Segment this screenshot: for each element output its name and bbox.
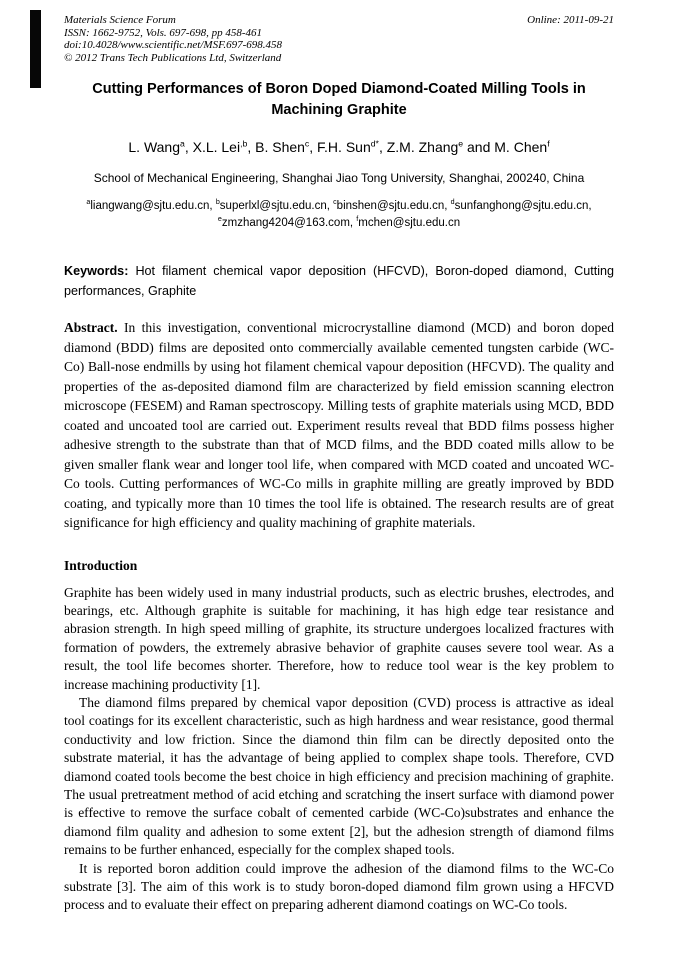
issn-line: ISSN: 1662-9752, Vols. 697-698, pp 458-461 bbox=[64, 26, 262, 39]
keywords-label: Keywords: bbox=[64, 264, 129, 278]
affiliation: School of Mechanical Engineering, Shanghai Jiao Tong University, Shanghai, 200240, China bbox=[93, 171, 585, 185]
abstract-label: Abstract. bbox=[64, 320, 118, 335]
keywords-text: Hot filament chemical vapor deposition (HFCVD), Boron-doped diamond, Cutting performances, Graphite bbox=[64, 264, 614, 298]
doi-line: doi:10.4028/www.scientific.net/MSF.697-698.458 bbox=[64, 39, 283, 51]
introduction-paragraph-3: It is reported boron addition could improve the adhesion of the diamond films to the WC-Co substrate [3]. The aim of this work is to study boron-doped diamond film grown using a HFCVD process and to evaluate their effect on preparing adherent diamond coatings on WC-Co tools. bbox=[64, 860, 614, 913]
paper-title: Cutting Performances of Boron Doped Diamond-Coated Milling Tools in Machining Graphite bbox=[92, 81, 586, 118]
introduction-paragraph-2: The diamond films prepared by chemical vapor deposition (CVD) process is attractive as ideal tool coatings for its excellent characteristic, such as high hardness and wear resistance, good thermal conductivity and low friction. Since the diamond thin film can be directly deposited onto the substrate material, it has the advantage of being applied to complex shape tools. Therefore, CVD diamond coated tools become the best choice in high efficiency and precision machining of graphite. The usual pretreatment method of acid etching and scratching the insert surface with diamond power is effective to remove the surface cobalt of cemented carbide (WC-Co)substrates and enhance the diamond film quality and adhesion to some extent [2], but the adhesion strength of diamond films remains to be further enhanced, especially for the complex shaped tools. bbox=[64, 694, 614, 858]
emails-line: $^a$liangwang@sjtu.edu.cn, $^b$superlxl@sjtu.edu.cn, $^c$binshen@sjtu.edu.cn, $^d$sunfanghong@sjtu.edu.cn, $^e$zmzhang4204@163.com, $^f$mchen@sjtu.edu.cn bbox=[86, 198, 592, 229]
introduction-paragraph-1: Graphite has been widely used in many industrial products, such as electric brushes, electrodes, and bearings, etc. Although graphite is suitable for machining, it has high edge tear resistance and abrasion strength. In high speed milling of graphite, its structure undergoes localized fractures with formation of powders, the extremely abrasive behavior of graphite causes severe tool wear. As a result, the tool life becomes shorter. Therefore, how to reduce tool wear is the key problem to increase machining productivity [1]. bbox=[64, 584, 614, 692]
copyright-line: © 2012 Trans Tech Publications Ltd, Switzerland bbox=[64, 51, 282, 64]
abstract-text: In this investigation, conventional microcrystalline diamond (MCD) and boron doped diamond (BDD) films are deposited onto commercially available cemented tungsten carbide (WC-Co) Ball-nose endmills by using hot filament chemical vapour deposition (HFCVD). The quality and properties of the as-deposited diamond film are characterized by field emission scanning electron microscope (FESEM) and Raman spectroscopy. Milling tests of graphite materials using MCD, BDD coated and uncoated tool are carried out. Experiment results reveal that BDD films possess higher adhesive strength to the substrate than that of MCD films, and the BDD coated mills allow to be given smaller flank wear and longer tool life, when compared with MCD coated and uncoated WC-Co tools. Cutting performances of WC-Co mills in graphite milling are greatly improved by BDD coating, and typically more than 10 times the tool life is obtained. The research results are of great significance for high efficiency and quality machining of graphite materials. bbox=[64, 320, 614, 530]
authors-line: L. Wang$^a$, X.L. Lei$^{,b}$, B. Shen$^c$, F.H. Sun$^{d*}$, Z.M. Zhang$^e$ and M. Chen$^f$ bbox=[128, 138, 550, 155]
keywords-block bbox=[64, 262, 614, 301]
scan-artifact-bar bbox=[30, 10, 41, 88]
section-heading-introduction: Introduction bbox=[64, 557, 138, 573]
journal-name: Materials Science Forum bbox=[64, 14, 176, 26]
page-header bbox=[64, 14, 614, 64]
online-date: Online: 2011-09-21 bbox=[527, 14, 614, 26]
abstract-block bbox=[64, 318, 614, 533]
